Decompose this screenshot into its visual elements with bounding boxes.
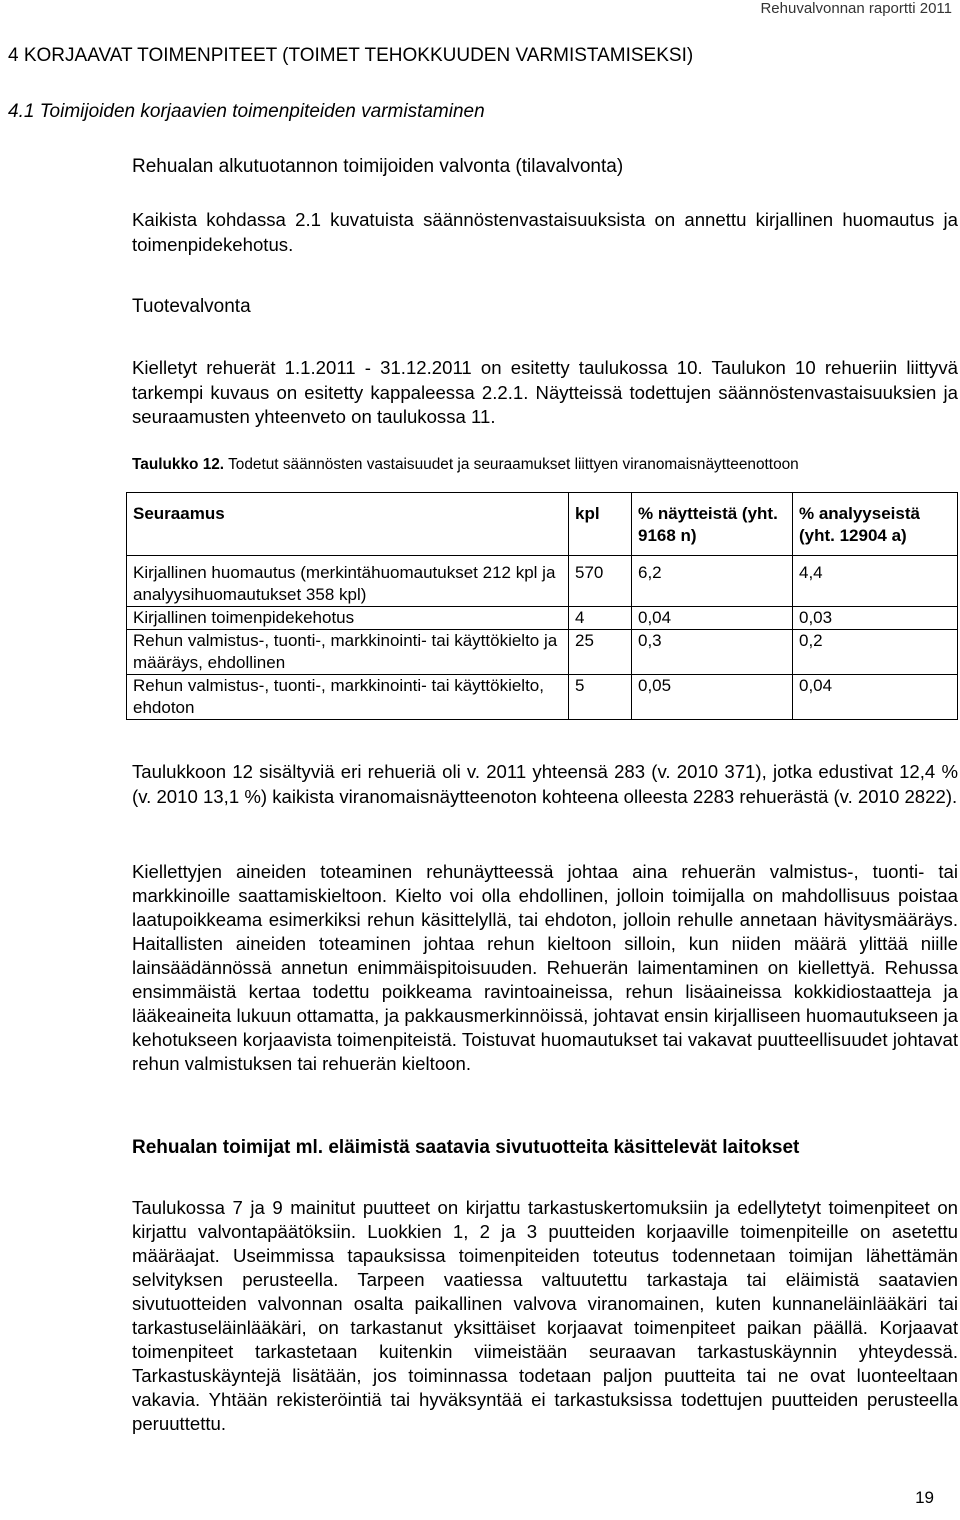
table-row [127, 630, 958, 675]
header-kpl: kpl [569, 493, 632, 556]
section-heading: 4.1 Toimijoiden korjaavien toimenpiteiden varmistaminen [8, 101, 485, 122]
table-row [127, 675, 958, 720]
header-seuraamus: Seuraamus [127, 493, 569, 556]
running-header: Rehuvalvonnan raportti 2011 [760, 0, 952, 17]
cell-pct-samples: 0,04 [632, 607, 793, 630]
sanctions-table [126, 492, 958, 720]
cell-pct-analyses: 0,03 [793, 607, 958, 630]
table-caption [132, 456, 799, 474]
header-pct-analyses: % analyyseistä (yht. 12904 a) [793, 493, 958, 556]
cell-seuraamus: Kirjallinen huomautus (merkintähuomautukset 212 kpl ja analyysihuomautukset 358 kpl) [127, 556, 569, 607]
cell-seuraamus: Kirjallinen toimenpidekehotus [127, 607, 569, 630]
paragraph-2: Kielletyt rehuerät 1.1.2011 - 31.12.2011 on esitetty taulukossa 10. Taulukon 10 rehueriin liittyvä tarkempi kuvaus on esitetty kappaleessa 2.2.1. Näytteissä todettujen säännöstenvastaisuuksien ja seuraamusten yhteenveto on taulukossa 11. [132, 357, 958, 428]
cell-kpl: 4 [569, 607, 632, 630]
paragraph-3: Taulukkoon 12 sisältyviä eri rehueriä oli v. 2011 yhteensä 283 (v. 2010 371), jotka edustivat 12,4 % (v. 2010 13,1 %) kaikista viranomaisnäytteenoton kohteena olleesta 2283 rehuerästä (v. 2010 2822). [132, 761, 958, 807]
cell-kpl: 25 [569, 630, 632, 675]
subsection-heading: Rehualan alkutuotannon toimijoiden valvonta (tilavalvonta) [132, 156, 624, 177]
cell-pct-analyses: 0,2 [793, 630, 958, 675]
paragraph-4: Kiellettyjen aineiden toteaminen rehunäytteessä johtaa aina rehuerän valmistus-, tuonti- tai markkinoille saattamiskieltoon. Kielto voi olla ehdollinen, jolloin toimijalla on mahdollisuus poistaa laatupoikkeama esimerkiksi rehun käsittelyllä, tai ehdoton, jolloin rehulle annetaan hävitysmääräys. Haitallisten aineiden toteaminen johtaa rehun kieltoon silloin, kun niiden määrä ylittää niille lainsäädännössä annetun enimmäispitoisuuden. Rehuerän laimentaminen on kiellettyä. Rehussa ensimmäistä kertaa todettu poikkeama ravintoaineissa, rehun lisäaineissa kokkidiostaatteja ja lääkeaineita lukuun ottamatta, ja pakkausmerkinnöissä, johtavat ensin kirjalliseen huomautukseen ja kehotukseen korjaavista toimenpiteistä. Toistuvat huomautukset tai vakavat puutteellisuudet johtavat rehun valmistuksen tai rehuerän kieltoon. [132, 861, 958, 1074]
cell-pct-analyses: 4,4 [793, 556, 958, 607]
cell-seuraamus: Rehun valmistus-, tuonti-, markkinointi- tai käyttökielto ja määräys, ehdollinen [127, 630, 569, 675]
table-caption-text: Todetut säännösten vastaisuudet ja seuraamukset liittyen viranomaisnäytteenottoon [224, 456, 799, 473]
page-number: 19 [915, 1488, 934, 1507]
tuotevalvonta-heading: Tuotevalvonta [132, 296, 251, 317]
cell-pct-samples: 0,3 [632, 630, 793, 675]
table-row [127, 607, 958, 630]
cell-seuraamus: Rehun valmistus-, tuonti-, markkinointi- tai käyttökielto, ehdoton [127, 675, 569, 720]
paragraph-1: Kaikista kohdassa 2.1 kuvatuista säännöstenvastaisuuksista on annettu kirjallinen huomautus ja toimenpidekehotus. [132, 209, 958, 255]
cell-kpl: 5 [569, 675, 632, 720]
header-pct-samples: % näytteistä (yht. 9168 n) [632, 493, 793, 556]
cell-kpl: 570 [569, 556, 632, 607]
table-caption-label: Taulukko 12. [132, 456, 225, 473]
cell-pct-samples: 0,05 [632, 675, 793, 720]
chapter-heading: 4 KORJAAVAT TOIMENPITEET (TOIMET TEHOKKUUDEN VARMISTAMISEKSI) [8, 45, 694, 66]
table-row [127, 556, 958, 607]
cell-pct-analyses: 0,04 [793, 675, 958, 720]
table-header-row [127, 493, 958, 556]
cell-pct-samples: 6,2 [632, 556, 793, 607]
rehuala-heading: Rehualan toimijat ml. eläimistä saatavia sivutuotteita käsittelevät laitokset [132, 1137, 800, 1158]
paragraph-5: Taulukossa 7 ja 9 mainitut puutteet on kirjattu tarkastuskertomuksiin ja edellytetyt toimenpiteet on kirjattu valvontapäätöksiin. Luokkien 1, 2 ja 3 puutteiden korjaaville toimenpiteille on asetettu määräajat. Useimmissa tapauksissa toimenpiteiden toteutus todennetaan toimijan lähettämän selvityksen perusteella. Tarpeen vaatiessa valtuutettu tarkastaja tai eläimistä saatavien sivutuotteiden valvonnan osalta paikallinen valvova viranomainen, kuten kunnaneläinlääkäri tai tarkastuseläinlääkäri, on tarkastanut yksittäiset korjaavat toimenpiteet paikan päällä. Korjaavat toimenpiteet tarkastetaan kuitenkin viimeistään seuraavan tarkastuskäynnin yhteydessä. Tarkastuskäyntejä lisätään, jos toiminnassa todetaan paljon puutteita tai ne ovat luonteeltaan vakavia. Yhtään rekisteröintiä tai hyväksyntää ei tarkastuksissa todettujen puutteiden perusteella peruuttettu. [132, 1197, 958, 1434]
